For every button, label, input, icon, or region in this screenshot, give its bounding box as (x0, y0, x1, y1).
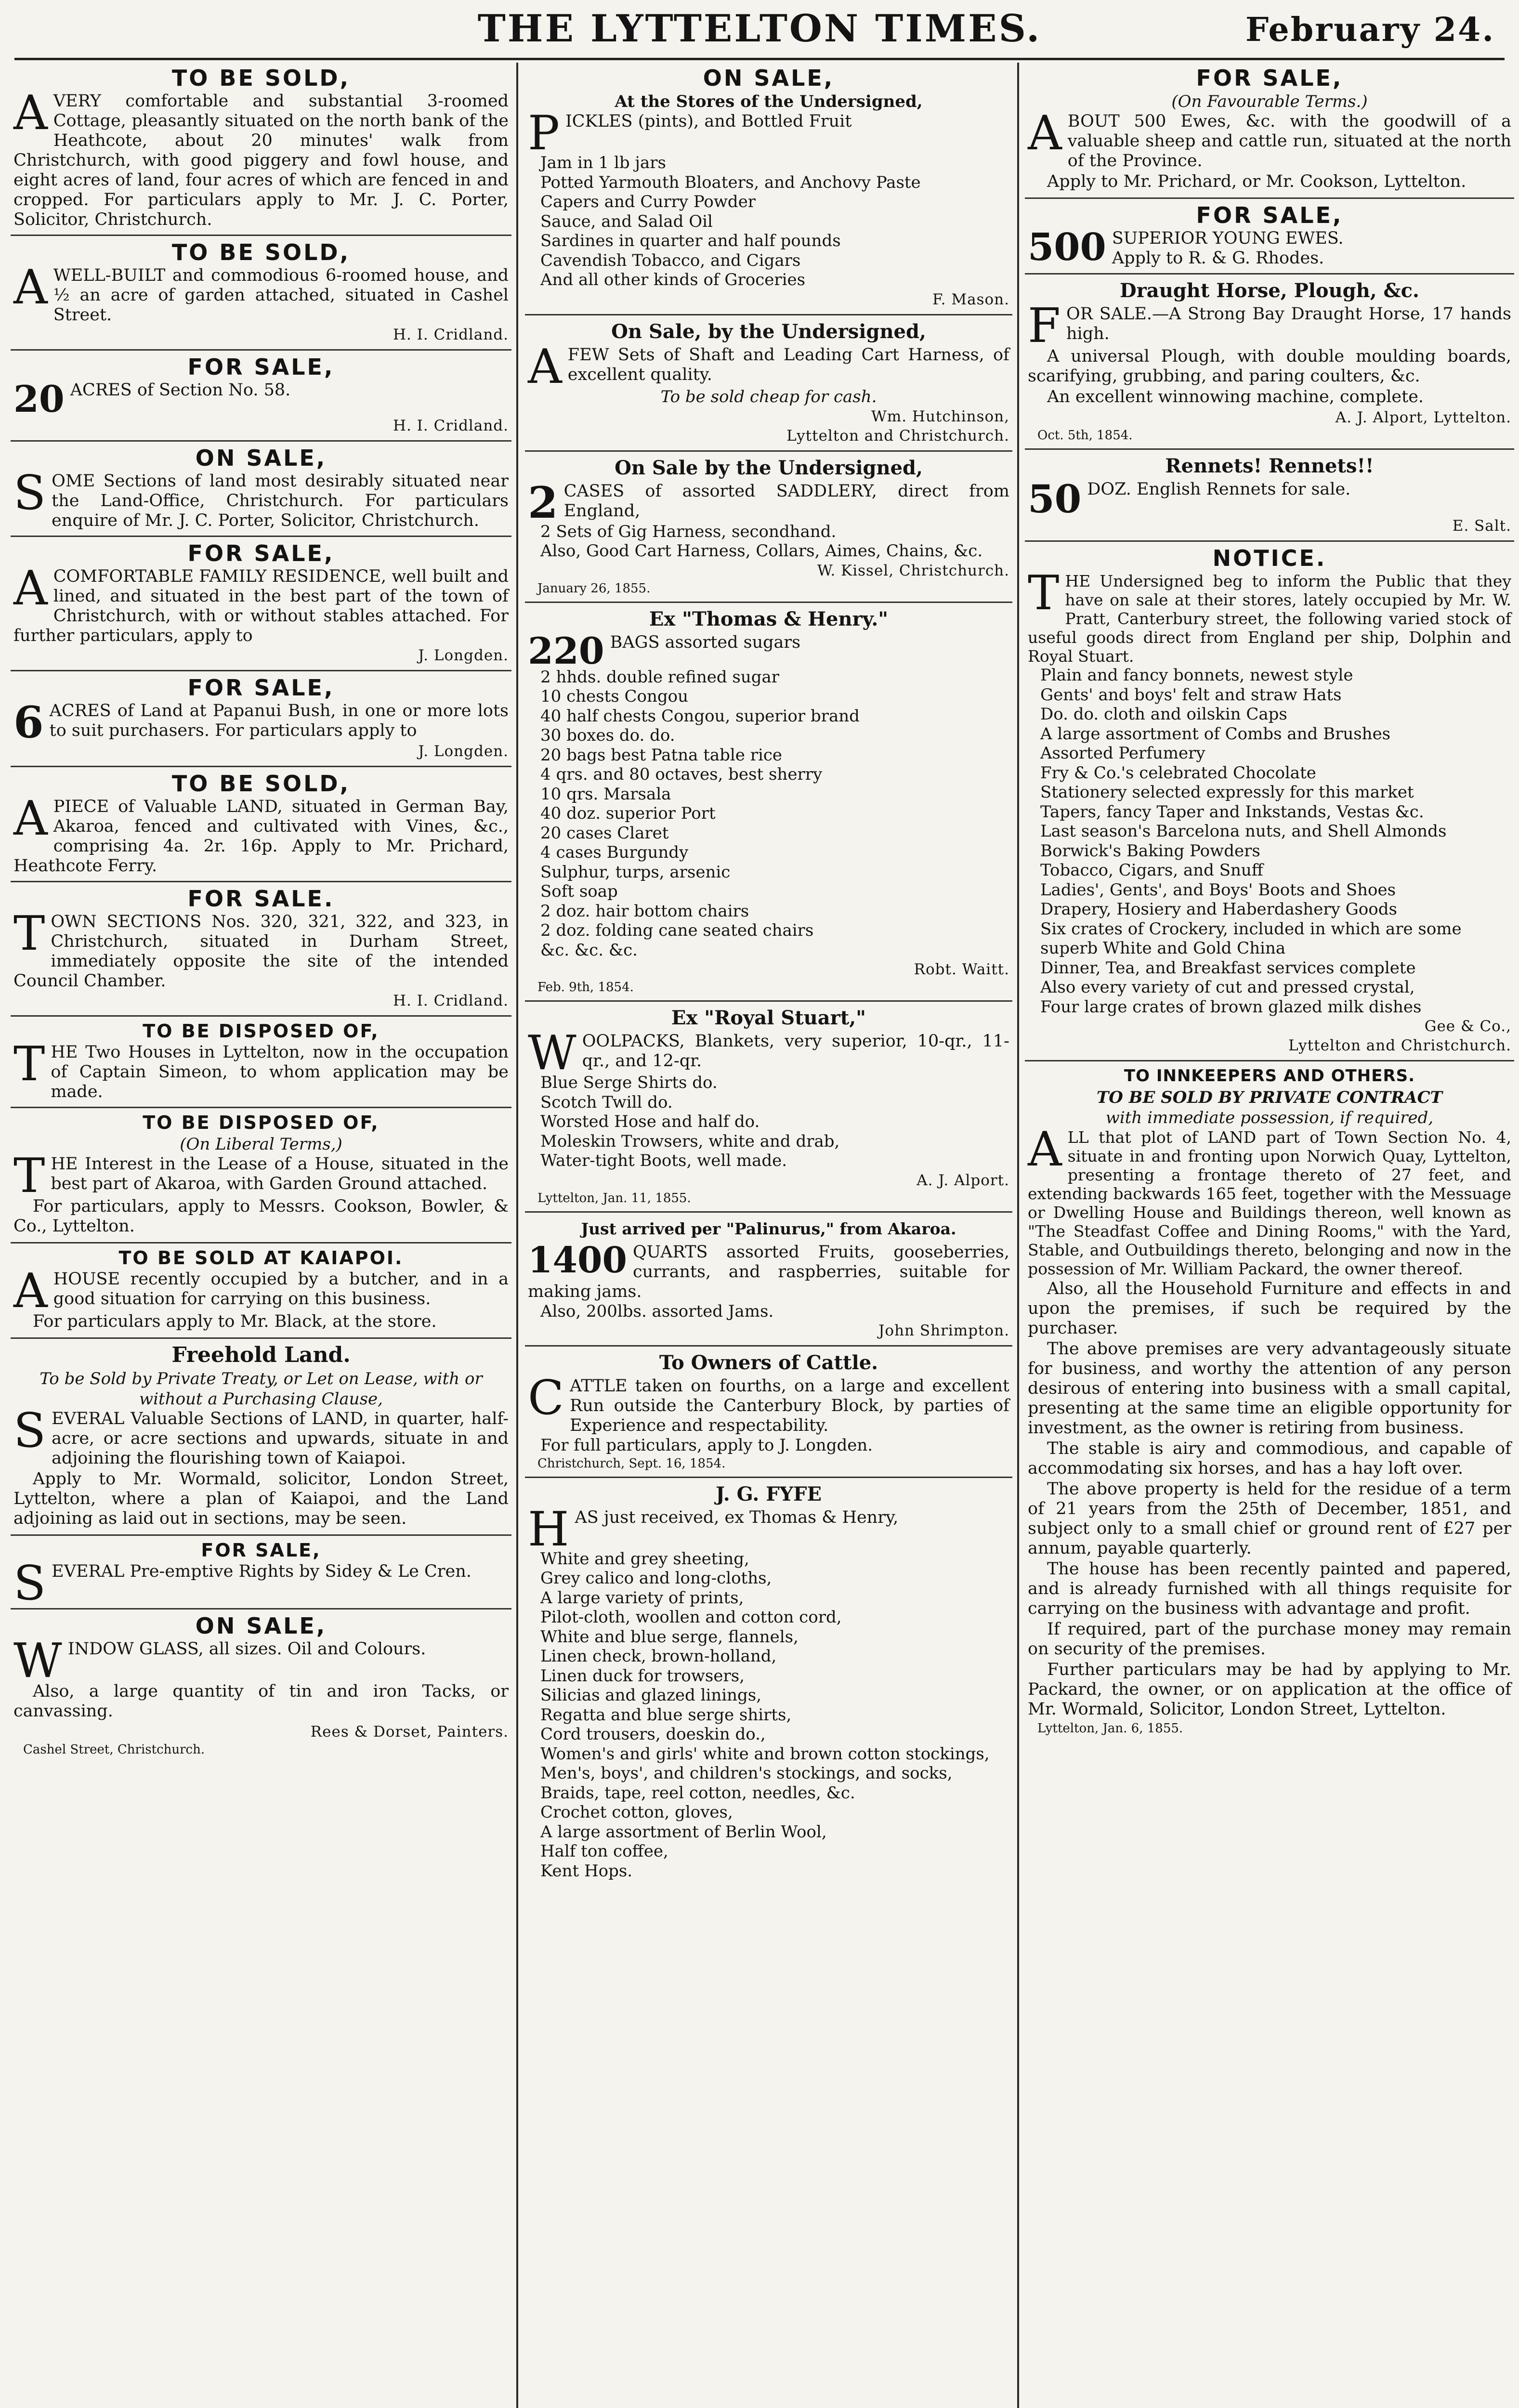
ad-italic-note: To be sold cheap for cash. (660, 387, 877, 406)
ad-fyfe (525, 1478, 1012, 1886)
list-item: Cavendish Tobacco, and Cigars (540, 250, 801, 270)
ad-cart-harness (525, 315, 1012, 452)
ad-signature: H. I. Cridland. (393, 417, 509, 434)
drop-cap: S (13, 1403, 46, 1458)
ad-body: BOUT 500 Ewes, &c. with the goodwill of a valuable sheep and cattle run, situated at the north of the Province. (1067, 112, 1511, 170)
list-item: 2 doz. folding cane seated chairs (540, 921, 814, 940)
ad-family-residence (11, 537, 511, 671)
ad-lease-akaroa (11, 1108, 511, 1243)
ad-body-2: A universal Plough, with double moulding boards, scarifying, grubbing, and paring coulters, &c. (1028, 347, 1511, 386)
list-item: 20 bags best Patna table rice (540, 745, 782, 765)
ad-heading: TO BE DISPOSED OF, (143, 1112, 380, 1133)
ad-subheading: (On Liberal Terms,) (180, 1135, 342, 1154)
ad-heading: TO BE SOLD, (171, 239, 351, 265)
list-item: And all other kinds of Groceries (540, 270, 806, 289)
ad-signature: Gee & Co., (1424, 1018, 1511, 1035)
ad-first-line: AS just received, ex Thomas & Henry, (575, 1507, 899, 1527)
ad-notice (1025, 542, 1514, 1061)
list-item: Gents' and boys' felt and straw Hats (1040, 685, 1342, 705)
ad-heading: FOR SALE, (1196, 202, 1343, 228)
ad-heading: FOR SALE, (1196, 65, 1343, 91)
list-item: A large assortment of Berlin Wool, (540, 1822, 827, 1842)
ad-heading: TO BE SOLD AT KAIAPOI. (118, 1247, 404, 1269)
drop-cap: A (528, 339, 562, 394)
list-item: Four large crates of brown glazed milk dishes (1040, 997, 1422, 1017)
drop-cap: 1400 (528, 1239, 627, 1281)
column-2 (525, 62, 1012, 2408)
paragraph: If required, part of the purchase money may remain on security of the premises. (1028, 1620, 1511, 1659)
list-item: Silicias and glazed linings, (540, 1686, 762, 1705)
ad-thomas-henry (525, 603, 1012, 1002)
ad-heading: Just arrived per "Palinurus," from Akaroa. (581, 1219, 956, 1238)
ad-body: EVERAL Valuable Sections of LAND, in quarter, half-acre, or acre sections and upwards, situate in and adjoining the flourishing town of Kaiapoi. (52, 1409, 509, 1468)
drop-cap: A (13, 791, 48, 846)
list-item: Crochet cotton, gloves, (540, 1803, 733, 1822)
drop-cap: S (13, 466, 46, 521)
ad-palinurus (525, 1213, 1012, 1347)
ad-cottage (11, 62, 511, 236)
list-item: Last season's Barcelona nuts, and Shell Almonds (1040, 822, 1447, 841)
ad-body: COMFORTABLE FAMILY RESIDENCE, well built and lined, and situated in the best part of the town of Christchurch, with or without stables attached. For further particulars, apply to (13, 567, 509, 645)
ad-heading: FOR SALE, (187, 354, 335, 380)
list-item: A large variety of prints, (540, 1588, 744, 1608)
ad-german-bay (11, 767, 511, 882)
list-item: Soft soap (540, 882, 618, 901)
item-list (1028, 666, 1511, 1017)
ad-draught-horse (1025, 275, 1514, 450)
ad-dateline: Lyttelton, Jan. 6, 1855. (1037, 1721, 1183, 1736)
ad-heading: TO BE SOLD, (171, 65, 351, 91)
ad-body-2: For particulars apply to Mr. Black, at the store. (33, 1312, 437, 1331)
ad-heading: Rennets! Rennets!! (1165, 455, 1374, 477)
list-item: Cord trousers, doeskin do., (540, 1725, 766, 1744)
list-item: Water-tight Boots, well made. (540, 1151, 787, 1170)
ad-heading: TO BE SOLD, (171, 771, 351, 797)
drop-cap: H (528, 1502, 569, 1557)
ad-body: HE Two Houses in Lyttelton, now in the occupation of Captain Simeon, to whom application may be made. (51, 1043, 509, 1101)
ad-body: FEW Sets of Shaft and Leading Cart Harness, of excellent quality. (567, 345, 1009, 384)
paragraph: Also, all the Household Furniture and effects in and upon the premises, if such be required by the purchaser. (1028, 1279, 1511, 1338)
list-item: Fry & Co.'s celebrated Chocolate (1040, 763, 1316, 783)
list-item: Drapery, Hosiery and Haberdashery Goods (1040, 900, 1397, 919)
ad-dateline: Cashel Street, Christchurch. (23, 1742, 205, 1757)
ad-body: ACRES of Land at Papanui Bush, in one or more lots to suit purchasers. For particulars apply to (49, 701, 509, 740)
ad-first-line-2: Blankets, very superior, 10-qr., 11-qr., and 12-qr. (582, 1032, 1009, 1071)
drop-cap: 50 (1028, 476, 1082, 522)
list-item: Potted Yarmouth Bloaters, and Anchovy Paste (540, 172, 921, 192)
column-rule (516, 63, 518, 2408)
ad-dateline: Lyttelton, Jan. 11, 1855. (537, 1191, 691, 1205)
ad-signature: Wm. Hutchinson, (871, 407, 1009, 425)
list-item: Worsted Hose and half do. (540, 1112, 760, 1131)
ad-subheading: At the Stores of the Undersigned, (615, 92, 923, 111)
list-item: Ladies', Gents', and Boys' Boots and Shoes (1040, 880, 1396, 900)
ad-body-2: Also, a large quantity of tin and iron Tacks, or canvassing. (13, 1682, 509, 1721)
ad-heading: ON SALE, (195, 445, 327, 471)
ad-body: OWN SECTIONS Nos. 320, 321, 322, and 323, in Christchurch, situated in Durham Street, immediately opposite the site of the intended Council Chamber. (13, 912, 509, 991)
list-item: Six crates of Crockery, included in which are some superb White and Gold China (1040, 919, 1462, 958)
paragraph-list (1028, 1279, 1511, 1719)
ad-body: DOZ. English Rennets for sale. (1087, 480, 1351, 499)
list-item: Women's and girls' white and brown cotton stockings, (540, 1744, 990, 1764)
ad-land-sections (11, 442, 511, 537)
ad-heading: FOR SALE, (201, 1540, 321, 1561)
column-1 (11, 62, 511, 2408)
paragraph: Further particulars may be had by applying to Mr. Packard, the owner, or on application at the office of Mr. Wormald, Solicitor, London Street, Lyttelton. (1028, 1660, 1511, 1719)
ad-first-line: OOLPACKS, (582, 1032, 685, 1051)
list-item: 4 qrs. and 80 octaves, best sherry (540, 765, 823, 784)
ad-body-2: Apply to Mr. Wormald, solicitor, London Street, Lyttelton, where a plan of Kaiapoi, and the Land adjoining as laid out in sections, may be seen. (13, 1469, 509, 1528)
ad-papanui-bush (11, 671, 511, 767)
list-item: White and blue serge, flannels, (540, 1627, 799, 1647)
list-item: 30 boxes do. do. (540, 726, 675, 745)
list-item: Linen duck for trowsers, (540, 1666, 745, 1686)
ad-body-3: An excellent winnowing machine, complete. (1047, 387, 1424, 406)
ad-young-ewes (1025, 199, 1514, 275)
ad-rennets (1025, 450, 1514, 542)
ad-body: HOUSE recently occupied by a butcher, and in a good situation for carrying on this business. (53, 1269, 509, 1309)
ad-saddlery (525, 452, 1012, 603)
ad-heading: Freehold Land. (171, 1343, 351, 1367)
ad-signature: A. J. Alport, Lyttelton. (1335, 409, 1511, 426)
ad-dateline: January 26, 1855. (537, 581, 651, 596)
ad-dateline: Feb. 9th, 1854. (537, 980, 634, 995)
list-item: Also every variety of cut and pressed crystal, (1040, 978, 1415, 997)
drop-cap: 500 (1028, 225, 1106, 269)
ad-body: VERY comfortable and substantial 3-roomed Cottage, pleasantly situated on the north bank of the Heathcote, about 20 minutes' walk from Christchurch, with good piggery and fowl house, and eight acres of land, four acres of which are fenced in and cropped. For particulars apply to Mr. J. C. Porter, Solicitor, Christchurch. (13, 92, 509, 229)
drop-cap: A (1028, 106, 1062, 161)
ad-pre-emptive-rights (11, 1536, 511, 1610)
list-item: Stationery selected expressly for this market (1040, 783, 1414, 802)
list-item: 4 cases Burgundy (540, 843, 689, 862)
drop-cap: T (13, 906, 45, 961)
ad-body: CASES of assorted SADDLERY, direct from England, (563, 481, 1009, 521)
drop-cap: T (13, 1149, 45, 1204)
ad-body-2: Apply to Mr. Prichard, or Mr. Cookson, Lyttelton. (1047, 172, 1467, 191)
drop-cap: 6 (13, 697, 44, 748)
drop-cap: A (13, 86, 48, 141)
ad-heading: To Owners of Cattle. (659, 1351, 878, 1374)
ad-cattle (525, 1347, 1012, 1478)
ad-first-line: ICKLES (pints), and Bottled Fruit (565, 112, 852, 131)
ad-body-2: For particulars, apply to Messrs. Cookson, Bowler, & Co., Lyttelton. (13, 1197, 509, 1236)
drop-cap: S (13, 1556, 46, 1611)
drop-cap: F (1028, 299, 1061, 353)
ad-signature: F. Mason. (932, 290, 1009, 308)
drop-cap: A (13, 260, 48, 315)
list-item: Grey calico and long-cloths, (540, 1569, 772, 1588)
ad-line: Apply to R. & G. Rhodes. (1112, 249, 1324, 268)
list-item: 40 doz. superior Port (540, 804, 716, 823)
ad-town-sections (11, 882, 511, 1017)
list-item: Pilot-cloth, woollen and cotton cord, (540, 1608, 842, 1627)
ad-body: ATTLE taken on fourths, on a large and excellent Run outside the Canterbury Block, by parties of Experience and respectability. (569, 1376, 1009, 1435)
list-item: Regatta and blue serge shirts, (540, 1705, 792, 1725)
ad-line: Also, 200lbs. assorted Jams. (540, 1301, 774, 1321)
drop-cap: 220 (528, 629, 604, 672)
list-item: Jam in 1 lb jars (540, 153, 666, 172)
ad-ewes-run (1025, 62, 1514, 199)
list-item: Plain and fancy bonnets, newest style (1040, 666, 1353, 685)
list-item: 20 cases Claret (540, 823, 669, 843)
ad-dateline: Oct. 5th, 1854. (1037, 428, 1133, 443)
list-item: 2 hhds. double refined sugar (540, 667, 780, 687)
ad-heading: On Sale by the Undersigned, (615, 456, 923, 479)
ad-signature: E. Salt. (1452, 517, 1511, 535)
list-item: &c. &c. &c. (540, 940, 638, 960)
ad-groceries (525, 62, 1012, 315)
item-list (528, 1073, 1009, 1171)
ad-body: PIECE of Valuable LAND, situated in German Bay, Akaroa, fenced and cultivated with Vines, &c., comprising 4a. 2r. 16p. Apply to Mr. Prichard, Heathcote Ferry. (13, 797, 509, 876)
ad-body: EVERAL Pre-emptive Rights by Sidey & Le Cren. (52, 1562, 471, 1581)
ad-house-cashel (11, 236, 511, 351)
list-item: Tapers, fancy Taper and Inkstands, Vestas &c. (1040, 802, 1424, 822)
ad-dateline: Christchurch, Sept. 16, 1854. (537, 1456, 726, 1471)
ad-heading: TO BE DISPOSED OF, (143, 1021, 380, 1042)
ad-heading: ON SALE, (195, 1613, 327, 1639)
ad-heading: Ex "Thomas & Henry." (649, 607, 889, 630)
ad-body: HE Interest in the Lease of a House, situated in the best part of Akaroa, with Garden Ground attached. (51, 1154, 509, 1193)
list-item: Scotch Twill do. (540, 1092, 673, 1112)
drop-cap: A (1028, 1122, 1062, 1177)
ad-royal-stuart (525, 1002, 1012, 1213)
ad-heading: TO INNKEEPERS AND OTHERS. (1124, 1066, 1415, 1086)
drop-cap: C (528, 1371, 564, 1426)
ad-heading: On Sale, by the Undersigned, (611, 320, 926, 343)
ad-body: OR SALE.—A Strong Bay Draught Horse, 17 hands high. (1066, 304, 1511, 343)
drop-cap: T (1028, 566, 1060, 621)
ad-heading: Ex "Royal Stuart," (671, 1007, 866, 1029)
ad-body: SUPERIOR YOUNG EWES. (1112, 229, 1344, 248)
ad-first-line: BAGS assorted sugars (610, 632, 801, 652)
column-rule (1017, 63, 1019, 2408)
list-item: Do. do. cloth and oilskin Caps (1040, 705, 1287, 724)
list-item: Half ton coffee, (540, 1842, 668, 1861)
list-item: Assorted Perfumery (1040, 744, 1205, 763)
ad-body: INDOW GLASS, all sizes. Oil and Colours. (67, 1639, 426, 1659)
list-item: Sauce, and Salad Oil (540, 211, 713, 231)
ad-line: For full particulars, apply to J. Longden. (540, 1436, 873, 1455)
item-list (528, 1549, 1009, 1881)
list-item: 2 Sets of Gig Harness, secondhand. (540, 522, 837, 541)
list-item: Kent Hops. (540, 1861, 633, 1881)
list-item: 10 qrs. Marsala (540, 784, 671, 804)
list-item: White and grey sheeting, (540, 1549, 749, 1569)
ad-kaiapoi-house (11, 1243, 511, 1339)
list-item: Capers and Curry Powder (540, 192, 756, 211)
ad-signature: A. J. Alport. (917, 1171, 1009, 1189)
ad-signature-2: Lyttelton and Christchurch. (786, 427, 1009, 445)
ad-heading: J. G. FYFE (715, 1482, 822, 1505)
ad-body: HE Undersigned beg to inform the Public that they have on sale at their stores, lately occupied by Mr. W. Pratt, Canterbury street, the following varied stock of useful goods direct from England per ship, Dolphin and Royal Stuart. (1028, 572, 1511, 666)
ad-signature: J. Longden. (418, 647, 509, 664)
ad-signature: Rees & Dorset, Painters. (310, 1723, 509, 1741)
ad-heading: ON SALE, (703, 65, 835, 91)
list-item: Linen check, brown-holland, (540, 1647, 777, 1666)
list-item: 10 chests Congou (540, 687, 689, 706)
ad-signature: W. Kissel, Christchurch. (817, 562, 1009, 579)
ad-body: LL that plot of LAND part of Town Section No. 4, situate in and fronting upon Norwich Quay, Lyttelton, presenting a frontage thereto of 27 feet, and extending backwards 165 feet, together with the Messuage or Dwelling House and Buildings thereon, well known as "The Steadfast Coffee and Dining Rooms," with the Yard, Stable, and Outbuildings thereto, belonging and now in the possession of Mr. William Packard, the owner thereof. (1028, 1128, 1511, 1278)
ad-subheading: (On Favourable Terms.) (1171, 92, 1368, 111)
list-item: Tobacco, Cigars, and Snuff (1040, 861, 1263, 880)
paragraph: The house has been recently painted and papered, and is already furnished with all things requisite for carrying on the business with advantage and profit. (1028, 1559, 1511, 1618)
list-item: Dinner, Tea, and Breakfast services complete (1040, 958, 1416, 978)
ad-heading: NOTICE. (1212, 545, 1327, 571)
drop-cap: T (13, 1037, 45, 1092)
issue-date: February 24. (1245, 11, 1495, 49)
ad-heading: FOR SALE, (187, 675, 335, 701)
list-item: Men's, boys', and children's stockings, and socks, (540, 1764, 953, 1783)
ad-subheading: TO BE SOLD BY PRIVATE CONTRACT (1097, 1088, 1442, 1107)
ad-signature: Robt. Waitt. (914, 961, 1009, 978)
masthead (14, 0, 1505, 60)
newspaper-title: THE LYTTELTON TIMES. (477, 7, 1042, 51)
list-item: Sardines in quarter and half pounds (540, 231, 841, 250)
ad-signature: H. I. Cridland. (393, 992, 509, 1009)
ad-body: QUARTS assorted Fruits, gooseberries, currants, and raspberries, suitable for making jams. (528, 1242, 1009, 1301)
ad-signature: H. I. Cridland. (393, 326, 509, 343)
item-list (528, 153, 1009, 290)
ad-body: OME Sections of land most desirably situated near the Land-Office, Christchurch. For particulars enquire of Mr. J. C. Porter, Solicitor, Christchurch. (52, 471, 509, 530)
ad-heading: FOR SALE. (187, 886, 335, 912)
paragraph: The stable is airy and commodious, and capable of accommodating six horses, and has a hay loft over. (1028, 1439, 1511, 1478)
list-item: Sulphur, turps, arsenic (540, 862, 731, 882)
ad-signature: J. Longden. (418, 743, 509, 760)
list-item: A large assortment of Combs and Brushes (1040, 724, 1391, 744)
list-item: 40 half chests Congou, superior brand (540, 706, 860, 726)
ad-body: ACRES of Section No. 58. (70, 380, 291, 400)
drop-cap: P (528, 106, 560, 161)
list-item: 2 doz. hair bottom chairs (540, 901, 749, 921)
column-3 (1025, 62, 1514, 2408)
ad-signature-2: Lyttelton and Christchurch. (1288, 1037, 1511, 1054)
drop-cap: W (13, 1634, 62, 1688)
ad-heading: FOR SALE, (187, 540, 335, 566)
ad-two-houses (11, 1017, 511, 1108)
item-list (528, 522, 1009, 561)
list-item: Braids, tape, reel cotton, needles, &c. (540, 1783, 855, 1803)
drop-cap: W (528, 1026, 576, 1081)
list-item: Also, Good Cart Harness, Collars, Aimes, Chains, &c. (540, 541, 983, 561)
ad-subheading-2: with immediate possession, if required, (1105, 1108, 1434, 1127)
drop-cap: A (13, 561, 48, 616)
paragraph: The above premises are very advantageously situate for business, and worthy the attention of any person desirous of entering into business with a small capital, presenting at the same time an eligible opportunity for investment, as the owner is retiring from business. (1028, 1339, 1511, 1438)
ad-signature: John Shrimpton. (878, 1322, 1009, 1339)
ad-subheading: To be Sold by Private Treaty, or Let on Lease, with or without a Purchasing Clause, (39, 1369, 483, 1409)
list-item: Moleskin Trowsers, white and drab, (540, 1131, 840, 1151)
ad-innkeepers (1025, 1061, 1514, 1741)
ad-window-glass (11, 1610, 511, 1763)
drop-cap: A (13, 1264, 48, 1319)
ad-20-acres (11, 351, 511, 442)
list-item: Blue Serge Shirts do. (540, 1073, 718, 1092)
paragraph: The above property is held for the residue of a term of 21 years from the 25th of December, 1851, and subject only to a small chief or ground rent of £27 per annum, payable quarterly. (1028, 1479, 1511, 1558)
list-item: Borwick's Baking Powders (1040, 841, 1260, 861)
item-list (528, 667, 1009, 960)
drop-cap: 20 (13, 378, 65, 420)
drop-cap: 2 (528, 477, 558, 528)
ad-freehold-land (11, 1339, 511, 1536)
ad-heading: Draught Horse, Plough, &c. (1120, 279, 1419, 302)
ad-body: WELL-BUILT and commodious 6-roomed house, and ½ an acre of garden attached, situated in Cashel Street. (53, 266, 509, 325)
